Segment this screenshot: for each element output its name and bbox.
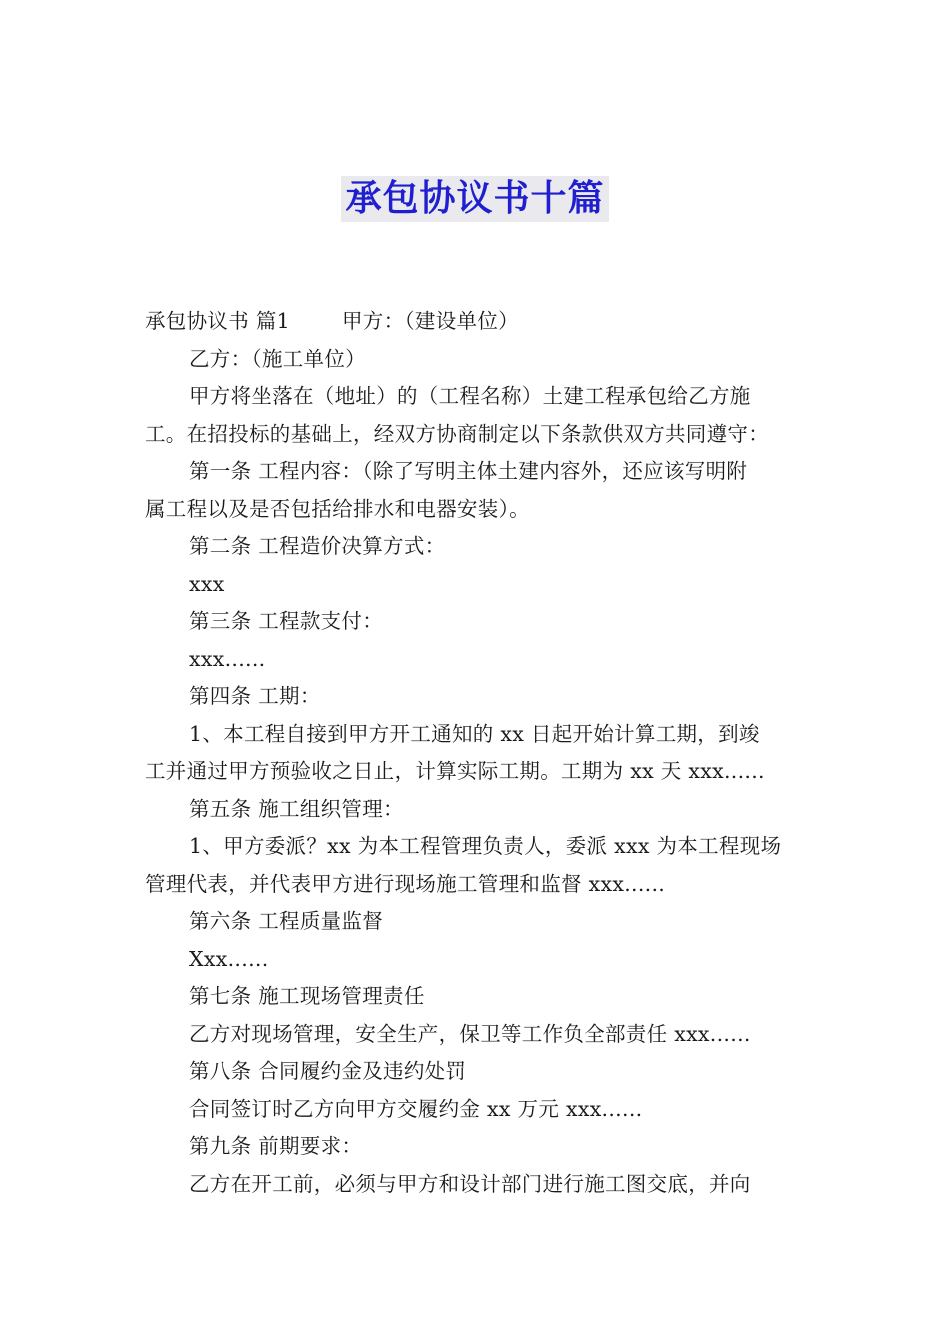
- paragraph-line: 管理代表，并代表甲方进行现场施工管理和监督 xxx......: [145, 871, 666, 896]
- document-body: [145, 303, 810, 1203]
- article-heading: 第一条 工程内容：（除了写明主体土建内容外，还应该写明附: [189, 459, 748, 483]
- paragraph-line: Xxx......: [189, 946, 269, 971]
- paragraph-line: 乙方对现场管理，安全生产，保卫等工作负全部责任 xxx......: [189, 1021, 751, 1046]
- party-a: 甲方：（建设单位）: [341, 309, 519, 333]
- paragraph-line: 乙方在开工前，必须与甲方和设计部门进行施工图交底，并向: [189, 1171, 751, 1196]
- article-heading: 第九条 前期要求：: [189, 1134, 363, 1158]
- paragraph-line: 工。在招投标的基础上，经双方协商制定以下条款供双方共同遵守：: [145, 421, 769, 446]
- section-heading: 承包协议书 篇1: [145, 309, 290, 333]
- article-heading: 第三条 工程款支付：: [189, 609, 384, 633]
- paragraph-line: xxx......: [189, 646, 266, 671]
- paragraph-line: 工并通过甲方预验收之日止，计算实际工期。工期为 xx 天 xxx......: [145, 759, 765, 783]
- title-area: [0, 176, 950, 222]
- article-heading: 第八条 合同履约金及违约处罚: [189, 1059, 467, 1083]
- article-heading: 第二条 工程造价决算方式：: [189, 534, 446, 558]
- paragraph-line: 1、甲方委派？xx 为本工程管理负责人，委派 xxx 为本工程现场: [189, 834, 782, 858]
- paragraph-line: 合同签订时乙方向甲方交履约金 xx 万元 xxx......: [189, 1096, 643, 1121]
- article-heading: 第五条 施工组织管理：: [189, 796, 404, 821]
- paragraph-line: 1、本工程自接到甲方开工通知的 xx 日起开始计算工期，到竣: [189, 721, 760, 746]
- paragraph-line: [145, 303, 810, 341]
- document-title: 承包协议书十篇: [341, 176, 608, 222]
- party-b: 乙方：（施工单位）: [189, 346, 366, 371]
- article-heading: 第六条 工程质量监督: [189, 909, 384, 933]
- paragraph-line: 属工程以及是否包括给排水和电器安装）。: [145, 496, 530, 521]
- article-heading: 第七条 施工现场管理责任: [189, 984, 425, 1008]
- paragraph-line: 甲方将坐落在（地址）的（工程名称）土建工程承包给乙方施: [189, 384, 751, 408]
- paragraph-line: xxx: [189, 571, 225, 596]
- article-heading: 第四条 工期：: [189, 684, 321, 708]
